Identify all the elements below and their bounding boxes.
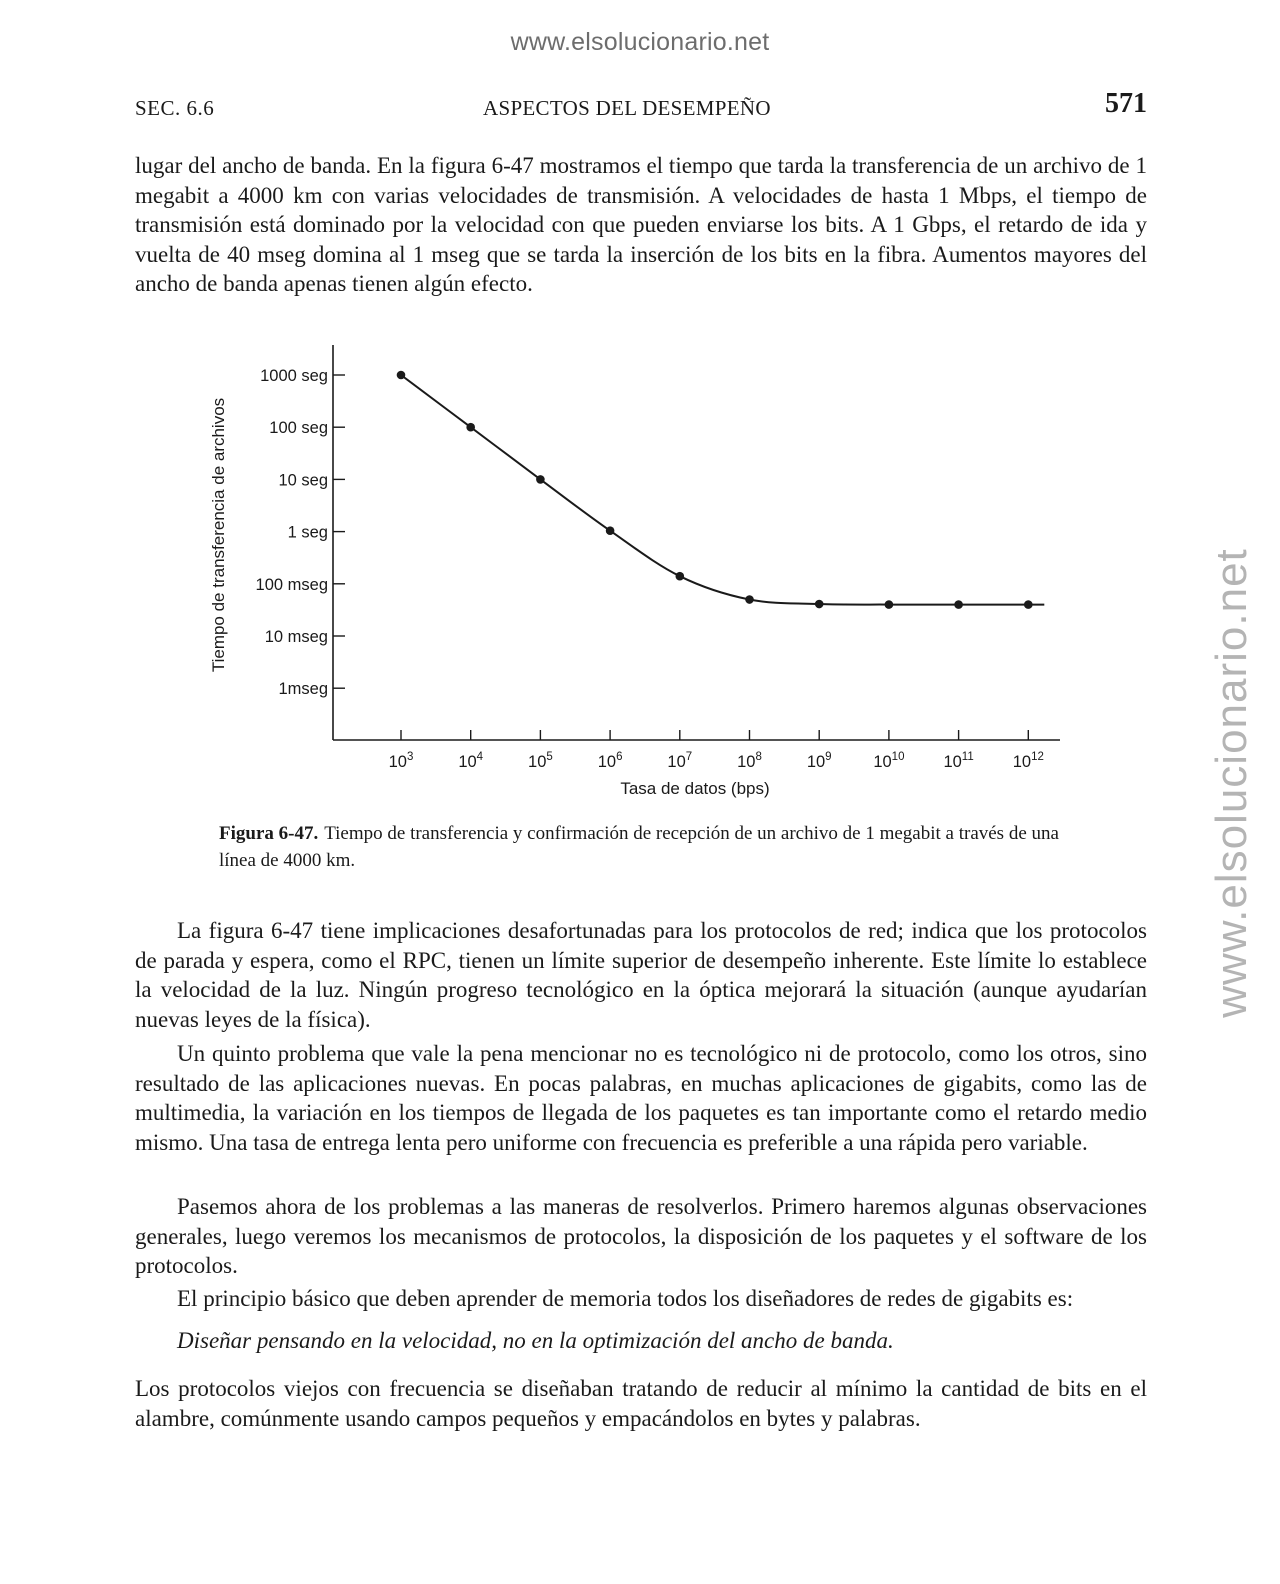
data-point	[1024, 600, 1033, 609]
line-chart	[205, 340, 1075, 810]
data-point	[466, 423, 475, 432]
x-tick-label: $10^6$	[597, 751, 623, 771]
paragraph-3: Un quinto problema que vale la pena mencionar no es tecnológico ni de protocolo, como los otros, sino resultado de las aplicaciones nuevas. En pocas palabras, en muchas aplicaciones de gigabits, como las de multimedia, la variación en los tiempos de llegada de los paquetes es tan importante como el retardo medio mismo. Una tasa de entrega lenta pero uniforme con frecuencia es preferible a una rápida pero variable.	[135, 1041, 1147, 1155]
y-tick-label: 1 seg	[287, 523, 328, 542]
x-tick-label: $10^{11}$	[943, 751, 974, 771]
chapter-section-title: ASPECTOS DEL DESEMPEÑO	[483, 96, 771, 120]
figure-caption-label: Figura 6-47.	[219, 823, 319, 844]
paragraph-2: La figura 6-47 tiene implicaciones desafortunadas para los protocolos de red; indica que los protocolos de parada y espera, como el RPC, tienen un límite superior de desempeño inherente. Este límite lo establece la velocidad de la luz. Ningún progreso tecnológico en la óptica mejorará la situación (aunque ayudarían nuevas leyes de la física).	[135, 918, 1147, 1032]
figure-caption	[219, 820, 1069, 874]
y-tick-label: 100 seg	[269, 419, 328, 438]
x-tick-label: $10^7$	[667, 751, 693, 771]
paragraph-6: Los protocolos viejos con frecuencia se diseñaban tratando de reducir al mínimo la cantidad de bits en el alambre, comúnmente usando campos pequeños y empacándolos en bytes y palabras.	[135, 1376, 1147, 1431]
y-tick-label: 1mseg	[278, 680, 328, 699]
x-tick-label: $10^{10}$	[873, 751, 905, 771]
x-tick-label: $10^{12}$	[1012, 751, 1044, 771]
data-point	[536, 475, 545, 484]
section-number: SEC. 6.6	[135, 96, 215, 120]
data-point	[815, 600, 824, 609]
y-tick-label: 1000 seg	[260, 367, 328, 385]
x-tick-label: $10^3$	[388, 751, 414, 771]
running-head	[135, 88, 1147, 124]
data-point	[745, 595, 754, 604]
figure-6-47	[205, 340, 1075, 810]
watermark-side: www.elsolucionario.net	[1207, 548, 1256, 1018]
design-maxim: Diseñar pensando en la velocidad, no en la optimización del ancho de banda.	[177, 1328, 894, 1353]
data-point	[954, 600, 963, 609]
y-tick-label: 10 mseg	[264, 628, 328, 646]
x-tick-label: $10^5$	[528, 751, 553, 771]
page-number: 571	[1105, 88, 1147, 119]
data-point	[885, 600, 894, 609]
y-tick-label: 100 mseg	[255, 575, 328, 594]
series-line	[401, 375, 1044, 605]
figure-caption-text: Tiempo de transferencia y confirmación de recepción de un archivo de 1 megabit a través de una línea de 4000 km.	[219, 823, 1059, 871]
paragraph-4: Pasemos ahora de los problemas a las maneras de resolverlos. Primero haremos algunas observaciones generales, luego veremos los mecanismos de protocolos, la disposición de los paquetes y el software de los protocolos.	[135, 1194, 1147, 1278]
y-axis-title: Tiempo de transferencia de archivos	[209, 397, 228, 673]
data-point	[606, 526, 615, 535]
x-tick-label: $10^8$	[737, 751, 762, 771]
x-axis-title: Tasa de datos (bps)	[620, 779, 770, 798]
y-tick-label: 10 seg	[278, 471, 328, 490]
data-point	[397, 371, 406, 380]
watermark-top: www.elsolucionario.net	[510, 28, 770, 56]
x-tick-label: $10^9$	[806, 751, 832, 771]
data-point	[676, 572, 685, 581]
x-tick-label: $10^4$	[458, 751, 484, 771]
paragraph-1: lugar del ancho de banda. En la figura 6-47 mostramos el tiempo que tarda la transferencia de un archivo de 1 megabit a 4000 km con varias velocidades de transmisión. A velocidades de hasta 1 Mbps, el tiempo de transmisión está dominado por la velocidad con que pueden enviarse los bits. A 1 Gbps, el retardo de ida y vuelta de 40 mseg domina al 1 mseg que se tarda la inserción de los bits en la fibra. Aumentos mayores del ancho de banda apenas tienen algún efecto.	[135, 153, 1147, 296]
paragraph-5: El principio básico que deben aprender de memoria todos los diseñadores de redes de gigabits es:	[177, 1286, 1074, 1311]
